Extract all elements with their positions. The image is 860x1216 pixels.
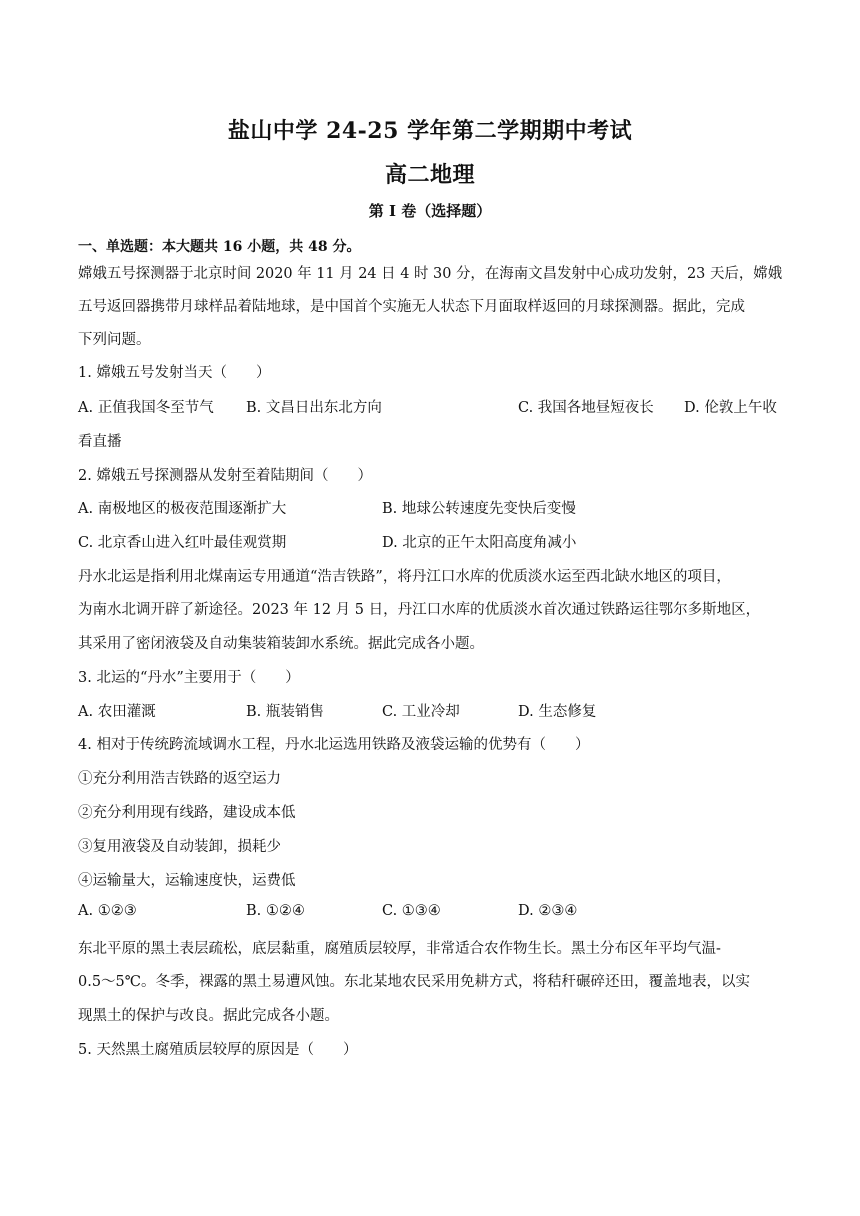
q4-stem: 4. 相对于传统跨流域调水工程，丹水北运选用铁路及液袋运输的优势有（ ） [78, 737, 590, 753]
q4-statement-1: ①充分利用浩吉铁路的返空运力 [78, 771, 281, 787]
q3-option-d: D. 生态修复 [518, 704, 597, 720]
exam-title: 盐山中学 24-25 学年第二学期期中考试 [227, 118, 633, 144]
q3-option-b: B. 瓶装销售 [246, 704, 324, 720]
subject-title: 高二地理 [384, 162, 475, 188]
passage3-line1: 东北平原的黑土表层疏松，底层黏重，腐殖质层较厚，非常适合农作物生长。黑土分布区年平均气温- [78, 941, 721, 957]
q4-option-a: A. ①②③ [78, 903, 137, 919]
q1-option-d-continued: 看直播 [78, 434, 122, 450]
volume-title: 第 I 卷（选择题） [368, 202, 492, 220]
q3-stem: 3. 北运的“丹水”主要用于（ ） [78, 670, 300, 686]
q4-statement-3: ③复用液袋及自动装卸，损耗少 [78, 839, 281, 855]
q3-option-a: A. 农田灌溉 [78, 704, 156, 720]
q2-option-a: A. 南极地区的极夜范围逐渐扩大 [78, 501, 287, 517]
q2-stem: 2. 嫦娥五号探测器从发射至着陆期间（ ） [78, 468, 372, 484]
passage1-line3: 下列问题。 [78, 332, 151, 348]
q4-option-d: D. ②③④ [518, 903, 578, 919]
passage3-line2: 0.5～5℃。冬季，裸露的黑土易遭风蚀。东北某地农民采用免耕方式，将秸秆碾碎还田，覆盖地表，以实 [78, 974, 751, 990]
q1-stem: 1. 嫦娥五号发射当天（ ） [78, 365, 271, 381]
passage1-line2: 五号返回器携带月球样品着陆地球，是中国首个实施无人状态下月面取样返回的月球探测器。据此，完成 [78, 299, 745, 315]
q4-statement-2: ②充分利用现有线路，建设成本低 [78, 805, 296, 821]
q4-option-c: C. ①③④ [382, 903, 441, 919]
passage3-line3: 现黑土的保护与改良。据此完成各小题。 [78, 1008, 339, 1024]
q4-option-b: B. ①②④ [246, 903, 305, 919]
q1-option-c: C. 我国各地昼短夜长 [518, 400, 654, 416]
passage2-line3: 其采用了密闭液袋及自动集装箱装卸水系统。据此完成各小题。 [78, 636, 484, 652]
q2-option-c: C. 北京香山进入红叶最佳观赏期 [78, 535, 287, 551]
q1-option-b: B. 文昌日出东北方向 [246, 400, 382, 416]
q2-option-b: B. 地球公转速度先变快后变慢 [382, 501, 576, 517]
q1-option-a: A. 正值我国冬至节气 [78, 400, 214, 416]
q3-option-c: C. 工业冷却 [382, 704, 460, 720]
q1-option-d: D. 伦敦上午收 [684, 400, 777, 416]
passage2-line2: 为南水北调开辟了新途径。2023 年 12 月 5 日，丹江口水库的优质淡水首次通过铁路运往鄂尔多斯地区， [78, 602, 761, 618]
passage2-line1: 丹水北运是指利用北煤南运专用通道“浩吉铁路”，将丹江口水库的优质淡水运至西北缺水地区的项目， [78, 569, 731, 585]
passage1-line1: 嫦娥五号探测器于北京时间 2020 年 11 月 24 日 4 时 30 分，在海南文昌发射中心成功发射，23 天后，嫦娥 [78, 266, 783, 282]
q4-statement-4: ④运输量大，运输速度快，运费低 [78, 873, 296, 889]
section-heading: 一、单选题：本大题共 16 小题，共 48 分。 [78, 239, 361, 255]
q5-stem: 5. 天然黑土腐殖质层较厚的原因是（ ） [78, 1042, 358, 1058]
q2-option-d: D. 北京的正午太阳高度角减小 [382, 535, 577, 551]
